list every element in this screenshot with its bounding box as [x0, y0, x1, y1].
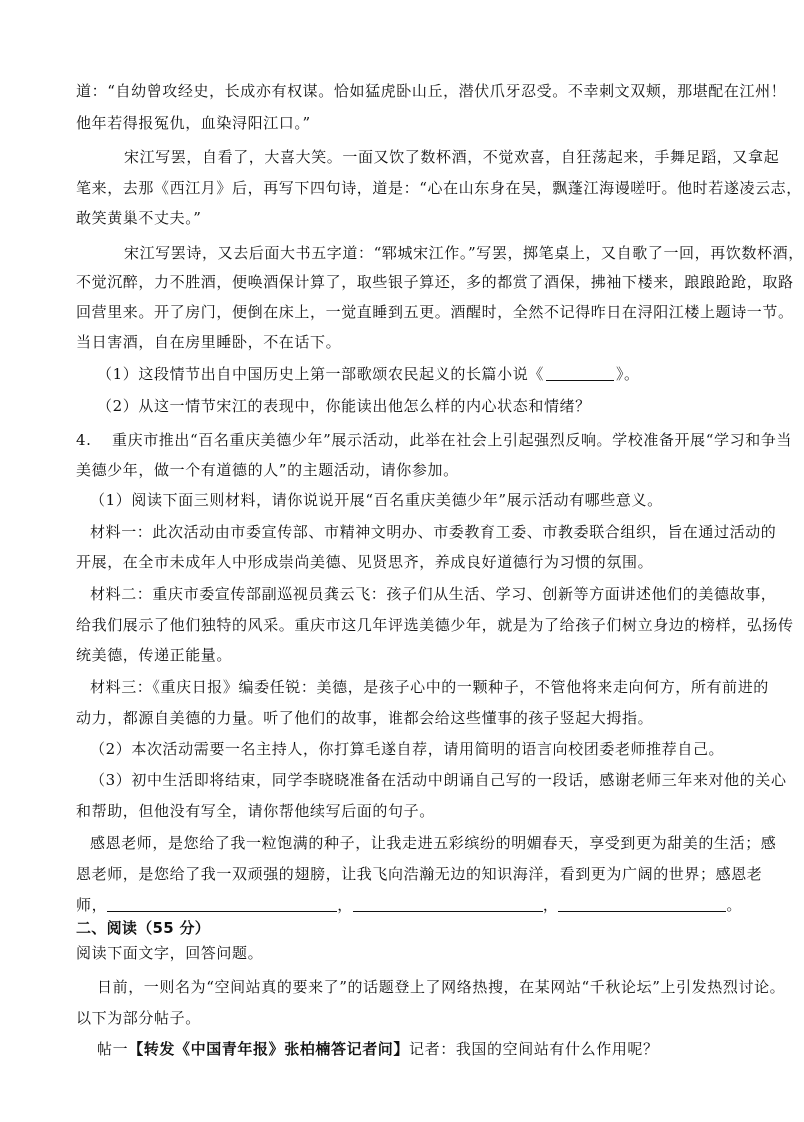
answer-blank-1[interactable] [107, 896, 337, 912]
separator: ， [337, 896, 353, 914]
post-question: 记者：我国的空间站有什么作用呢？ [409, 1040, 659, 1058]
text-line: 道：“自幼曾攻经史，长成亦有权谋。恰如猛虎卧山丘，潜伏爪牙忍受。不幸刺文双颊，那堪配在江州！ [76, 82, 787, 100]
text-end: 。 [726, 896, 743, 914]
text-line: 日前，一则名为“空间站真的要来了”的话题登上了网络热搜，在某网站“千秋论坛”上引发热烈讨论。 [97, 978, 786, 996]
material-2: 材料二：重庆市委宣传部副巡视员龚云飞：孩子们从生活、学习、创新等方面讲述他们的美德故事， [90, 585, 777, 603]
text-line: 感恩老师，是您给了我一粒饱满的种子，让我走进五彩缤纷的明媚春天，享受到更为甜美的生活；感 [90, 834, 777, 852]
question-text-end: 》。 [615, 365, 640, 383]
text-line: 开展，在全市未成年人中形成崇尚美德、见贤思齐，养成良好道德行为习惯的氛围。 [76, 553, 654, 571]
question-4-1: （1）阅读下面三则材料，请你说说开展“百名重庆美德少年”展示活动有哪些意义。 [90, 491, 663, 509]
section-heading: 二、阅读（55 分） [76, 919, 211, 937]
text-prefix: 师， [76, 896, 108, 914]
post-1 [97, 1039, 726, 1059]
question-text: （1）这段情节出自中国历史上第一部歌颂农民起义的长篇小说《 [97, 365, 544, 383]
text-line: 宋江写罢诗，又去后面大书五字道：“郓城宋江作。”写罢，掷笔桌上，又自歌了一回，再饮数杯酒， [124, 244, 804, 262]
question-3-2: （2）从这一情节宋江的表现中，你能读出他怎么样的内心状态和情绪？ [97, 397, 591, 415]
text-line: 给我们展示了他们独特的风采。重庆市这几年评选美德少年，就是为了给孩子们树立身边的榜样，弘扬传 [76, 616, 794, 634]
post-label: 帖一 [97, 1040, 129, 1058]
text-line: 统美德，传递正能量。 [76, 646, 233, 664]
text-line: 美德少年，做一个有道德的人”的主题活动，请你参加。 [76, 461, 459, 479]
question-text: 重庆市推出“百名重庆美德少年”展示活动，此举在社会上引起强烈反响。学校准备开展“学习和争当 [112, 431, 793, 449]
text-line: 恩老师，是您给了我一双顽强的翅膀，让我飞向浩瀚无边的知识海洋，看到更为广阔的世界；感恩老 [76, 865, 763, 883]
question-4-3: （3）初中生活即将结束，同学李晓晓准备在活动中朗诵自己写的一段话，感谢老师三年来对他的关心 [90, 771, 787, 789]
text-line: 他年若得报冤仇，血染浔阳江口。” [76, 114, 311, 132]
text-line: 动力，都源自美德的力量。听了他们的故事，谁都会给这些懂事的孩子竖起大拇指。 [76, 709, 654, 727]
instruction: 阅读下面文字，回答问题。 [76, 944, 264, 962]
fill-in-line [76, 895, 743, 915]
text-line: 不觉沉醉，力不胜酒，便唤酒保计算了，取些银子算还，多的都赏了酒保，拂袖下楼来，踉踉跄跄，取路 [76, 273, 794, 291]
question-4-2: （2）本次活动需要一名主持人，你打算毛遂自荐，请用简明的语言向校团委老师推荐自己。 [90, 740, 725, 758]
text-line: 以下为部分帖子。 [76, 1009, 201, 1027]
text-line: 回营里来。开了房门，便倒在床上，一觉直睡到五更。酒醒时，全然不记得昨日在浔阳江楼上题诗一节。 [76, 303, 794, 321]
answer-blank[interactable] [546, 365, 614, 381]
separator: ， [542, 896, 559, 914]
material-1: 材料一：此次活动由市委宣传部、市精神文明办、市委教育工委、市教委联合组织，旨在通过活动的 [90, 523, 777, 541]
text-line: 宋江写罢，自看了，大喜大笑。一面又饮了数杯酒，不觉欢喜，自狂荡起来，手舞足蹈，又拿起 [124, 148, 780, 166]
answer-blank-3[interactable] [558, 896, 726, 912]
question-number: 4. [76, 431, 92, 449]
text-line: 笔来，去那《西江月》后，再写下四句诗，道是：“心在山东身在吴，飘蓬江海谩嗟吁。他时若遂凌云志， [76, 179, 802, 197]
text-line: 当日害酒，自在房里睡卧，不在话下。 [76, 333, 342, 351]
post-source: 【转发《中国青年报》张柏楠答记者问】 [128, 1040, 410, 1058]
answer-blank-2[interactable] [353, 896, 543, 912]
text-line: 敢笑黄巢不丈夫。” [76, 209, 202, 227]
question-3-1 [97, 364, 726, 384]
question-4 [76, 430, 793, 450]
text-line: 和帮助，但他没有写全，请你帮他续写后面的句子。 [76, 802, 435, 820]
material-3: 材料三：《重庆日报》编委任锐：美德，是孩子心中的一颗种子，不管他将来走向何方，所有前进的 [90, 678, 769, 696]
